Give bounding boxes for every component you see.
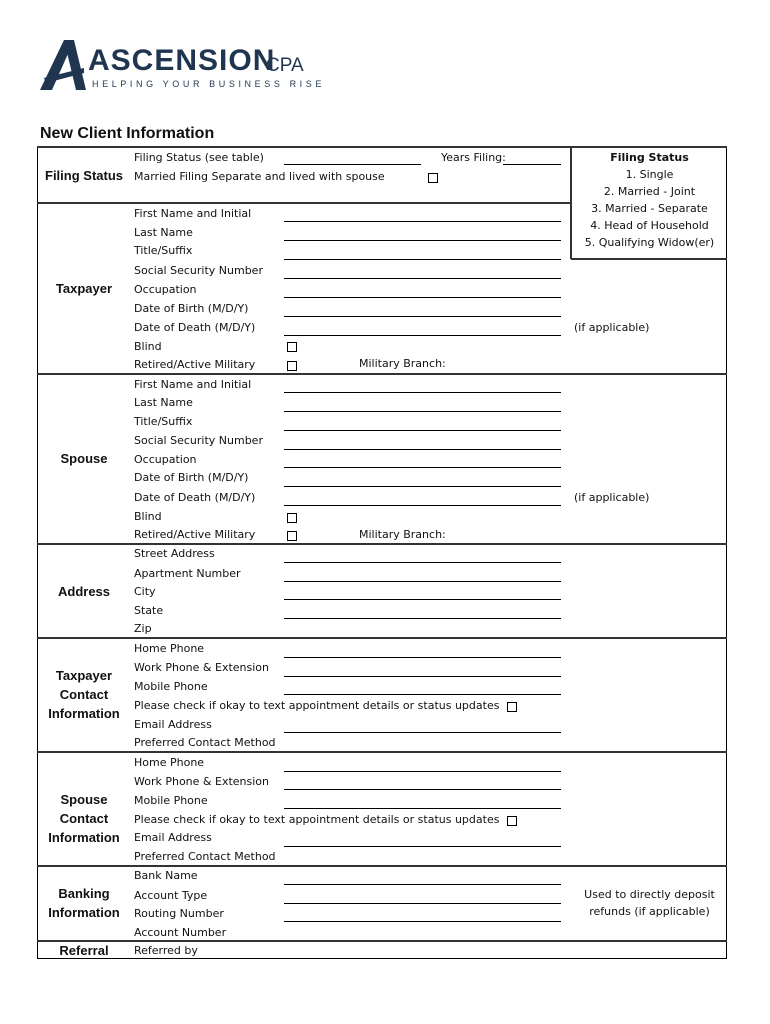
banking-note-line: Used to directly deposit — [584, 888, 715, 901]
sp-military-checkbox[interactable] — [287, 531, 297, 541]
sp-last-name-label: Last Name — [134, 396, 193, 409]
sp-ssn-label: Social Security Number — [134, 434, 263, 447]
city-label: City — [134, 585, 156, 598]
tp-ssn-label: Social Security Number — [134, 264, 263, 277]
section-label-line: Contact — [59, 687, 109, 702]
tp-work-phone-label: Work Phone & Extension — [134, 661, 269, 674]
filing-status-label: Filing Status (see table) — [134, 151, 264, 164]
sp-first-name-input[interactable] — [284, 392, 561, 393]
sp-dod-label: Date of Death (M/D/Y) — [134, 491, 256, 504]
section-label-taxpayer: Taxpayer — [55, 281, 113, 296]
tp-first-name-label: First Name and Initial — [134, 207, 252, 220]
section-label-line: Spouse Contact — [59, 792, 109, 826]
street-address-label: Street Address — [134, 547, 215, 560]
sp-blind-label: Blind — [134, 510, 162, 523]
sp-last-name-input[interactable] — [284, 411, 561, 412]
sp-title-suffix-input[interactable] — [284, 430, 561, 431]
sp-ssn-input[interactable] — [284, 449, 561, 450]
tp-dod-label: Date of Death (M/D/Y) — [134, 321, 256, 334]
account-number-label: Account Number — [134, 926, 227, 939]
section-divider — [37, 202, 571, 204]
account-type-label: Account Type — [134, 889, 208, 902]
sp-military-label: Retired/Active Military — [134, 528, 256, 541]
section-label-line: Information — [48, 830, 120, 845]
tp-blind-checkbox[interactable] — [287, 342, 297, 352]
sp-work-phone-input[interactable] — [284, 789, 561, 790]
section-label-referral: Referral — [59, 943, 109, 958]
sp-mobile-phone-input[interactable] — [284, 808, 561, 809]
street-address-input[interactable] — [284, 562, 561, 563]
sp-first-name-label: First Name and Initial — [134, 378, 252, 391]
status-option: 4. Head of Household — [590, 219, 709, 232]
banking-note-line: refunds (if applicable) — [589, 905, 710, 918]
bank-name-input[interactable] — [284, 884, 561, 885]
tp-dob-label: Date of Birth (M/D/Y) — [134, 302, 249, 315]
sp-dob-input[interactable] — [284, 486, 561, 487]
section-divider — [37, 751, 727, 753]
tp-email-label: Email Address — [134, 718, 212, 731]
sp-preferred-contact-label: Preferred Contact Method — [134, 850, 276, 863]
zip-label: Zip — [134, 622, 152, 635]
tp-title-suffix-input[interactable] — [284, 259, 561, 260]
form-title: New Client Information — [40, 125, 215, 142]
tp-first-name-input[interactable] — [284, 221, 561, 222]
tp-military-label: Retired/Active Military — [134, 358, 256, 371]
section-divider — [37, 543, 727, 545]
section-divider — [37, 373, 727, 375]
status-option: 3. Married - Separate — [591, 202, 708, 215]
tp-work-phone-input[interactable] — [284, 676, 561, 677]
section-divider — [37, 865, 727, 867]
section-label-spouse-contact — [37, 790, 131, 847]
sp-occupation-input[interactable] — [284, 467, 561, 468]
status-option: 2. Married - Joint — [603, 185, 696, 198]
section-label-line: Information — [48, 706, 120, 721]
tp-home-phone-input[interactable] — [284, 657, 561, 658]
city-input[interactable] — [284, 599, 561, 600]
sp-title-suffix-label: Title/Suffix — [134, 415, 193, 428]
tp-military-branch-label: Military Branch: — [359, 357, 446, 370]
account-type-input[interactable] — [284, 903, 561, 904]
tp-blind-label: Blind — [134, 340, 162, 353]
tp-text-ok-checkbox[interactable] — [507, 702, 517, 712]
status-table-bottom — [571, 258, 727, 260]
logo-tagline: HELPING YOUR BUSINESS RISE — [92, 79, 325, 89]
logo-suffix: CPA — [266, 55, 304, 76]
frame-top-border — [37, 146, 727, 148]
tp-home-phone-label: Home Phone — [134, 642, 205, 655]
tp-dob-input[interactable] — [284, 316, 561, 317]
logo-name: ASCENSION — [88, 44, 276, 77]
sp-dod-note: (if applicable) — [574, 491, 650, 504]
tp-ssn-input[interactable] — [284, 278, 561, 279]
section-label-line: Taxpayer — [55, 668, 113, 683]
section-label-address: Address — [57, 584, 111, 599]
sp-email-input[interactable] — [284, 846, 561, 847]
tp-dod-input[interactable] — [284, 335, 561, 336]
tp-dod-note: (if applicable) — [574, 321, 650, 334]
tp-mobile-phone-input[interactable] — [284, 694, 561, 695]
status-table-title: Filing Status — [610, 151, 689, 164]
filing-status-input[interactable] — [284, 164, 421, 165]
tp-mobile-phone-label: Mobile Phone — [134, 680, 208, 693]
section-divider — [37, 637, 727, 639]
state-input[interactable] — [284, 618, 561, 619]
status-option: 5. Qualifying Widow(er) — [584, 236, 715, 249]
mfs-checkbox[interactable] — [428, 173, 438, 183]
sp-mobile-phone-label: Mobile Phone — [134, 794, 208, 807]
sp-occupation-label: Occupation — [134, 453, 197, 466]
tp-military-checkbox[interactable] — [287, 361, 297, 371]
status-option: 1. Single — [625, 168, 674, 181]
tp-title-suffix-label: Title/Suffix — [134, 244, 193, 257]
routing-number-input[interactable] — [284, 921, 561, 922]
tp-email-input[interactable] — [284, 732, 561, 733]
tp-preferred-contact-label: Preferred Contact Method — [134, 736, 276, 749]
sp-text-ok-label: Please check if okay to text appointment details or status updates — [134, 813, 500, 826]
routing-number-label: Routing Number — [134, 907, 224, 920]
years-filing-input[interactable] — [503, 164, 561, 165]
years-filing-label: Years Filing: — [441, 151, 506, 164]
apartment-number-label: Apartment Number — [134, 567, 241, 580]
section-label-taxpayer-contact — [44, 666, 124, 723]
section-divider — [37, 940, 727, 942]
section-label-banking — [44, 884, 124, 922]
mfs-label: Married Filing Separate and lived with spouse — [134, 170, 385, 183]
section-label-line: Banking — [58, 886, 110, 901]
sp-work-phone-label: Work Phone & Extension — [134, 775, 269, 788]
state-label: State — [134, 604, 164, 617]
referred-by-label: Referred by — [134, 944, 198, 957]
tp-occupation-label: Occupation — [134, 283, 197, 296]
sp-email-label: Email Address — [134, 831, 212, 844]
sp-blind-checkbox[interactable] — [287, 513, 297, 523]
tp-last-name-label: Last Name — [134, 226, 193, 239]
sp-text-ok-checkbox[interactable] — [507, 816, 517, 826]
sp-dod-input[interactable] — [284, 505, 561, 506]
section-label-spouse: Spouse — [60, 451, 108, 466]
sp-home-phone-input[interactable] — [284, 771, 561, 772]
sp-home-phone-label: Home Phone — [134, 756, 205, 769]
apartment-number-input[interactable] — [284, 581, 561, 582]
section-label-filing-status: Filing Status — [45, 168, 123, 183]
sp-dob-label: Date of Birth (M/D/Y) — [134, 471, 249, 484]
bank-name-label: Bank Name — [134, 869, 198, 882]
sp-military-branch-label: Military Branch: — [359, 528, 446, 541]
section-label-line: Information — [48, 905, 120, 920]
banking-note — [572, 886, 727, 920]
tp-last-name-input[interactable] — [284, 240, 561, 241]
tp-occupation-input[interactable] — [284, 297, 561, 298]
tp-text-ok-label: Please check if okay to text appointment details or status updates — [134, 699, 500, 712]
